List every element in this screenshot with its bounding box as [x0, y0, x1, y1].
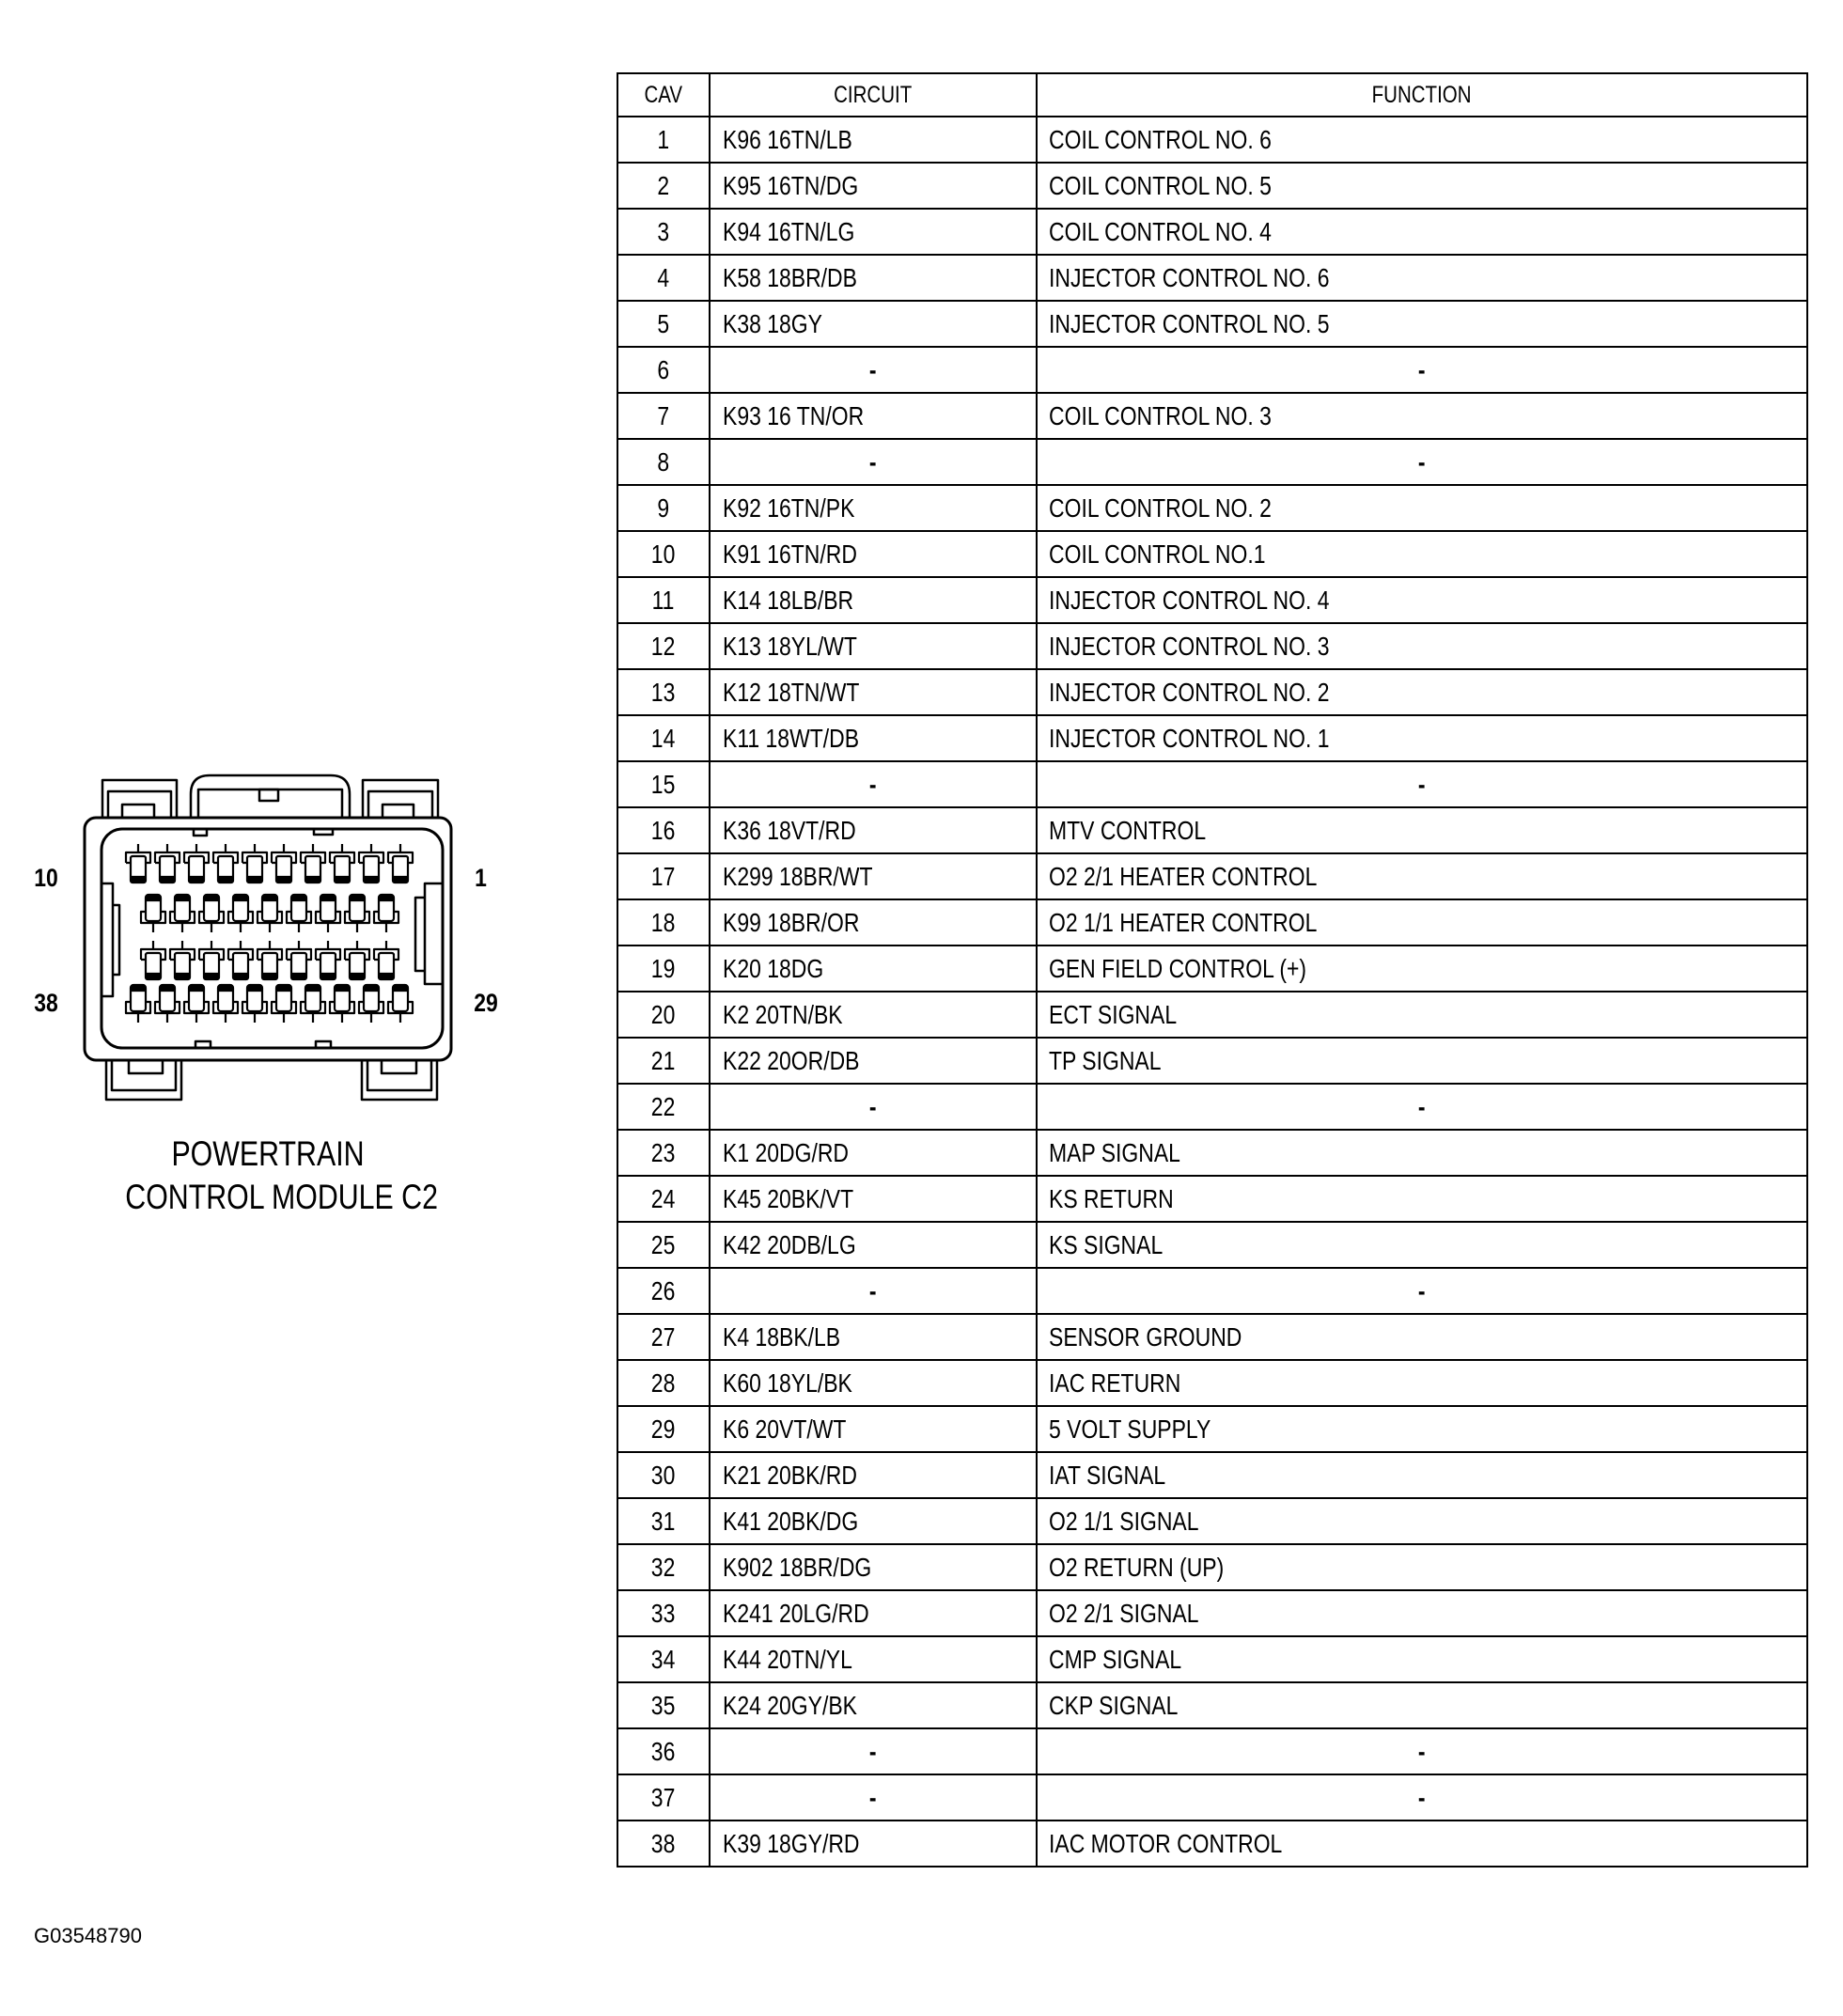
function-cell: GEN FIELD CONTROL (+): [1037, 945, 1807, 992]
cav-cell: 32: [617, 1544, 710, 1590]
function-cell: COIL CONTROL NO. 3: [1037, 393, 1807, 439]
bottom-left-latch: [106, 1060, 181, 1100]
pin-terminal: [388, 985, 413, 1023]
table-row: [617, 669, 1807, 715]
function-cell: COIL CONTROL NO.1: [1037, 531, 1807, 577]
cav-cell: 11: [617, 577, 710, 623]
figure-id: G03548790: [34, 1924, 142, 1947]
circuit-cell: K1 20DG/RD: [710, 1130, 1037, 1176]
connector-face-diagram: [19, 761, 526, 1137]
circuit-cell: K4 18BK/LB: [710, 1314, 1037, 1360]
table-row: [617, 1084, 1807, 1130]
circuit-cell: K21 20BK/RD: [710, 1452, 1037, 1498]
circuit-cell: -: [710, 1084, 1037, 1130]
function-cell: 5 VOLT SUPPLY: [1037, 1406, 1807, 1452]
function-cell: INJECTOR CONTROL NO. 2: [1037, 669, 1807, 715]
pin-terminal: [199, 895, 224, 932]
pin-terminal: [287, 895, 311, 932]
circuit-cell: K91 16TN/RD: [710, 531, 1037, 577]
circuit-cell: K22 20OR/DB: [710, 1038, 1037, 1084]
circuit-cell: K12 18TN/WT: [710, 669, 1037, 715]
table-header-row: [617, 73, 1807, 117]
cav-cell: 5: [617, 301, 710, 347]
cav-cell: 14: [617, 715, 710, 761]
function-cell: -: [1037, 761, 1807, 807]
circuit-cell: -: [710, 439, 1037, 485]
pin-terminal: [301, 985, 325, 1023]
table-row: [617, 485, 1807, 531]
circuit-cell: K6 20VT/WT: [710, 1406, 1037, 1452]
pin-terminal: [141, 895, 165, 932]
header-circuit: CIRCUIT: [710, 73, 1037, 117]
circuit-cell: K39 18GY/RD: [710, 1821, 1037, 1867]
cav-cell: 37: [617, 1774, 710, 1821]
cav-cell: 33: [617, 1590, 710, 1636]
pin-terminal: [374, 895, 398, 932]
table-row: [617, 992, 1807, 1038]
circuit-cell: K36 18VT/RD: [710, 807, 1037, 853]
circuit-cell: K99 18BR/OR: [710, 899, 1037, 945]
function-cell: IAC RETURN: [1037, 1360, 1807, 1406]
cav-cell: 24: [617, 1176, 710, 1222]
pin-terminal: [359, 844, 383, 883]
cav-cell: 30: [617, 1452, 710, 1498]
table-row: [617, 899, 1807, 945]
function-cell: ECT SIGNAL: [1037, 992, 1807, 1038]
pin-terminal: [213, 985, 238, 1023]
circuit-cell: K60 18YL/BK: [710, 1360, 1037, 1406]
pin-terminal: [184, 985, 209, 1023]
pin-terminal: [242, 985, 267, 1023]
function-cell: O2 2/1 SIGNAL: [1037, 1590, 1807, 1636]
table-row: [617, 853, 1807, 899]
cav-cell: 21: [617, 1038, 710, 1084]
circuit-cell: K2 20TN/BK: [710, 992, 1037, 1038]
pin-terminal: [155, 844, 180, 883]
pin-label-top-left: 10: [34, 864, 58, 892]
pin-terminal: [155, 985, 180, 1023]
function-cell: IAT SIGNAL: [1037, 1452, 1807, 1498]
table-row: [617, 117, 1807, 163]
circuit-cell: K902 18BR/DG: [710, 1544, 1037, 1590]
header-function: FUNCTION: [1037, 73, 1807, 117]
cav-cell: 8: [617, 439, 710, 485]
table-row: [617, 255, 1807, 301]
pin-terminal: [316, 941, 340, 979]
pin-label-bottom-right: 29: [474, 989, 498, 1017]
top-center-tab: [191, 775, 350, 818]
cav-cell: 1: [617, 117, 710, 163]
pin-label-top-right: 1: [475, 864, 487, 892]
cav-cell: 28: [617, 1360, 710, 1406]
table-body: [617, 117, 1807, 1867]
function-cell: -: [1037, 1268, 1807, 1314]
function-cell: -: [1037, 1728, 1807, 1774]
pin-terminal: [126, 985, 150, 1023]
pin-terminal: [170, 895, 195, 932]
pin-terminal: [330, 844, 354, 883]
cav-cell: 15: [617, 761, 710, 807]
circuit-cell: K58 18BR/DB: [710, 255, 1037, 301]
function-cell: INJECTOR CONTROL NO. 6: [1037, 255, 1807, 301]
pin-terminal: [258, 895, 282, 932]
circuit-cell: K41 20BK/DG: [710, 1498, 1037, 1544]
cav-cell: 34: [617, 1636, 710, 1682]
function-cell: MAP SIGNAL: [1037, 1130, 1807, 1176]
pin-terminal: [228, 895, 253, 932]
function-cell: COIL CONTROL NO. 4: [1037, 209, 1807, 255]
table-row: [617, 1682, 1807, 1728]
function-cell: COIL CONTROL NO. 5: [1037, 163, 1807, 209]
cav-cell: 35: [617, 1682, 710, 1728]
pin-terminal: [170, 941, 195, 979]
table-row: [617, 393, 1807, 439]
table-row: [617, 761, 1807, 807]
cav-cell: 10: [617, 531, 710, 577]
function-cell: -: [1037, 347, 1807, 393]
right-side-key: [415, 883, 443, 984]
circuit-cell: K14 18LB/BR: [710, 577, 1037, 623]
function-cell: SENSOR GROUND: [1037, 1314, 1807, 1360]
table-row: [617, 1590, 1807, 1636]
cav-cell: 38: [617, 1821, 710, 1867]
connector-caption: [125, 1133, 438, 1219]
bottom-right-latch: [362, 1060, 437, 1100]
circuit-cell: K24 20GY/BK: [710, 1682, 1037, 1728]
cav-cell: 36: [617, 1728, 710, 1774]
table-row: [617, 1498, 1807, 1544]
circuit-cell: K11 18WT/DB: [710, 715, 1037, 761]
table-row: [617, 1360, 1807, 1406]
function-cell: O2 1/1 SIGNAL: [1037, 1498, 1807, 1544]
pin-terminal: [184, 844, 209, 883]
pin-terminal: [199, 941, 224, 979]
circuit-cell: -: [710, 1728, 1037, 1774]
cav-cell: 22: [617, 1084, 710, 1130]
cav-cell: 20: [617, 992, 710, 1038]
caption-line-1: POWERTRAIN: [171, 1134, 365, 1173]
circuit-cell: K92 16TN/PK: [710, 485, 1037, 531]
function-cell: O2 RETURN (UP): [1037, 1544, 1807, 1590]
function-cell: O2 1/1 HEATER CONTROL: [1037, 899, 1807, 945]
circuit-cell: K38 18GY: [710, 301, 1037, 347]
function-cell: TP SIGNAL: [1037, 1038, 1807, 1084]
table-row: [617, 1176, 1807, 1222]
pin-terminal: [228, 941, 253, 979]
pin-terminal: [141, 941, 165, 979]
function-cell: -: [1037, 439, 1807, 485]
circuit-cell: K44 20TN/YL: [710, 1636, 1037, 1682]
function-cell: COIL CONTROL NO. 2: [1037, 485, 1807, 531]
cav-cell: 4: [617, 255, 710, 301]
pin-terminal: [345, 941, 369, 979]
pin-terminal: [330, 985, 354, 1023]
table-row: [617, 301, 1807, 347]
cav-cell: 27: [617, 1314, 710, 1360]
cav-cell: 16: [617, 807, 710, 853]
table-row: [617, 1728, 1807, 1774]
table-row: [617, 347, 1807, 393]
function-cell: CKP SIGNAL: [1037, 1682, 1807, 1728]
pin-terminal: [301, 844, 325, 883]
table-row: [617, 1314, 1807, 1360]
circuit-cell: K45 20BK/VT: [710, 1176, 1037, 1222]
circuit-cell: -: [710, 761, 1037, 807]
function-cell: KS RETURN: [1037, 1176, 1807, 1222]
pin-terminals: [126, 844, 413, 1023]
pin-terminal: [272, 844, 296, 883]
function-cell: CMP SIGNAL: [1037, 1636, 1807, 1682]
cav-cell: 19: [617, 945, 710, 992]
caption-line-2: CONTROL MODULE C2: [125, 1178, 438, 1216]
table-row: [617, 1636, 1807, 1682]
circuit-cell: -: [710, 347, 1037, 393]
cav-cell: 23: [617, 1130, 710, 1176]
cav-cell: 3: [617, 209, 710, 255]
cav-cell: 25: [617, 1222, 710, 1268]
function-cell: -: [1037, 1084, 1807, 1130]
table-row: [617, 439, 1807, 485]
top-left-latch: [102, 780, 177, 818]
table-row: [617, 531, 1807, 577]
cav-cell: 7: [617, 393, 710, 439]
function-cell: O2 2/1 HEATER CONTROL: [1037, 853, 1807, 899]
pin-terminal: [374, 941, 398, 979]
cav-cell: 13: [617, 669, 710, 715]
cav-cell: 18: [617, 899, 710, 945]
pin-terminal: [388, 844, 413, 883]
table-row: [617, 1130, 1807, 1176]
table-row: [617, 1544, 1807, 1590]
circuit-cell: K299 18BR/WT: [710, 853, 1037, 899]
table-row: [617, 1268, 1807, 1314]
header-cav: CAV: [617, 73, 710, 117]
table-row: [617, 623, 1807, 669]
circuit-cell: K20 18DG: [710, 945, 1037, 992]
table-row: [617, 715, 1807, 761]
pin-label-bottom-left: 38: [34, 989, 58, 1017]
cav-cell: 26: [617, 1268, 710, 1314]
function-cell: INJECTOR CONTROL NO. 1: [1037, 715, 1807, 761]
cav-cell: 12: [617, 623, 710, 669]
cav-cell: 17: [617, 853, 710, 899]
cav-cell: 31: [617, 1498, 710, 1544]
pin-terminal: [359, 985, 383, 1023]
pin-terminal: [258, 941, 282, 979]
cav-cell: 9: [617, 485, 710, 531]
pin-terminal: [126, 844, 150, 883]
function-cell: IAC MOTOR CONTROL: [1037, 1821, 1807, 1867]
table-row: [617, 1452, 1807, 1498]
cav-cell: 6: [617, 347, 710, 393]
table-row: [617, 1774, 1807, 1821]
circuit-cell: K95 16TN/DG: [710, 163, 1037, 209]
table-row: [617, 1821, 1807, 1867]
pin-terminal: [242, 844, 267, 883]
circuit-cell: -: [710, 1774, 1037, 1821]
circuit-cell: K13 18YL/WT: [710, 623, 1037, 669]
table-row: [617, 807, 1807, 853]
left-side-key: [102, 883, 119, 996]
function-cell: INJECTOR CONTROL NO. 5: [1037, 301, 1807, 347]
table-row: [617, 577, 1807, 623]
cav-cell: 29: [617, 1406, 710, 1452]
table-row: [617, 209, 1807, 255]
circuit-cell: K94 16TN/LG: [710, 209, 1037, 255]
pin-terminal: [287, 941, 311, 979]
pin-terminal: [272, 985, 296, 1023]
function-cell: INJECTOR CONTROL NO. 3: [1037, 623, 1807, 669]
pinout-table: [617, 72, 1808, 1868]
pin-terminal: [213, 844, 238, 883]
function-cell: -: [1037, 1774, 1807, 1821]
function-cell: INJECTOR CONTROL NO. 4: [1037, 577, 1807, 623]
function-cell: MTV CONTROL: [1037, 807, 1807, 853]
circuit-cell: K241 20LG/RD: [710, 1590, 1037, 1636]
cav-cell: 2: [617, 163, 710, 209]
table-row: [617, 1406, 1807, 1452]
top-right-latch: [363, 780, 438, 818]
table-row: [617, 1038, 1807, 1084]
pin-terminal: [316, 895, 340, 932]
table-row: [617, 163, 1807, 209]
pin-terminal: [345, 895, 369, 932]
table-row: [617, 1222, 1807, 1268]
circuit-cell: K96 16TN/LB: [710, 117, 1037, 163]
function-cell: KS SIGNAL: [1037, 1222, 1807, 1268]
circuit-cell: K93 16 TN/OR: [710, 393, 1037, 439]
function-cell: COIL CONTROL NO. 6: [1037, 117, 1807, 163]
table-row: [617, 945, 1807, 992]
circuit-cell: -: [710, 1268, 1037, 1314]
circuit-cell: K42 20DB/LG: [710, 1222, 1037, 1268]
